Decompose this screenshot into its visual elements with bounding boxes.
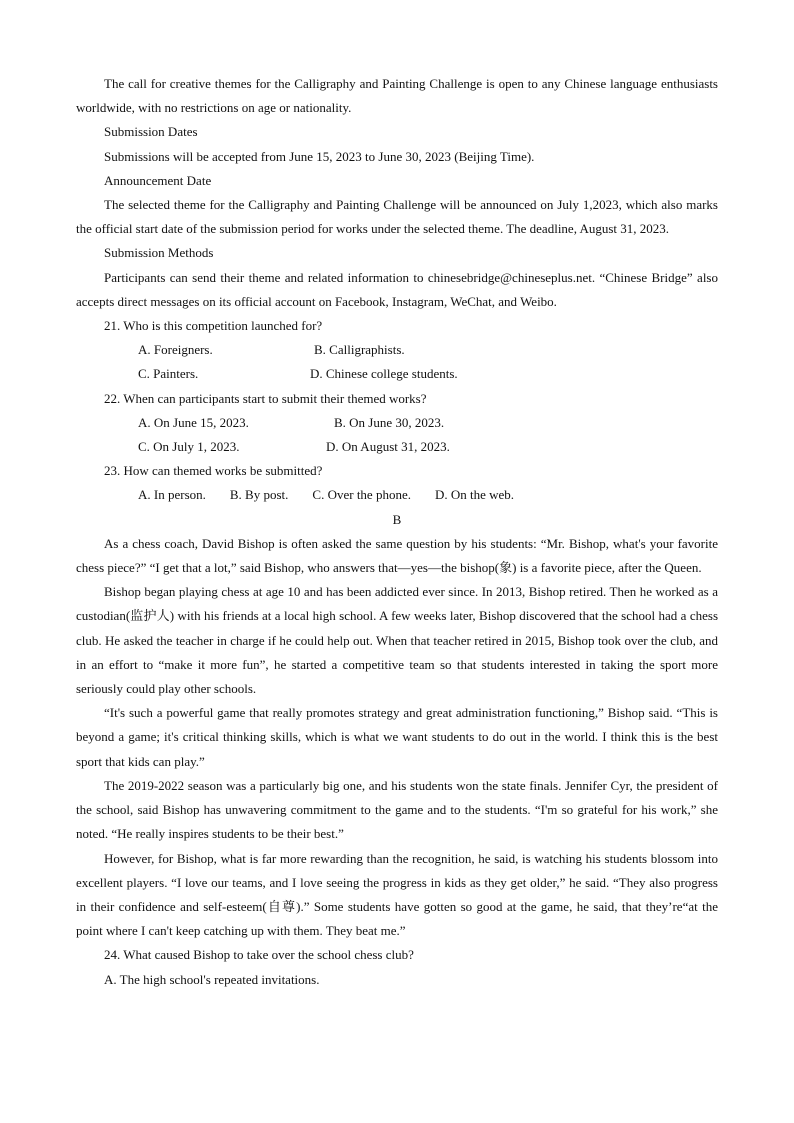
question-stem: 22. When can participants start to submit their themed works?	[104, 390, 427, 406]
option: D. On August 31, 2023.	[326, 439, 450, 455]
option-row	[76, 411, 718, 435]
option-row	[76, 338, 718, 362]
article-paragraph: Bishop began playing chess at age 10 and has been addicted ever since. In 2013, Bishop retired. Then he worked as a custodian(监护人) with his friends at a local high school. A few weeks later, Bishop discovered that the school had a chess club. He asked the teacher in charge if he could help out. When that teacher retired in 2015, Bishop took over the club, and in an effort to “make it more fun”, he started a competitive team so that students interested in taking the sport more seriously could play other schools.	[76, 584, 718, 697]
article-paragraph: “It's such a powerful game that really promotes strategy and great administration functioning,” Bishop said. “This is beyond a game; it's critical thinking skills, which is what we want students to do out in the world. I think this is the best sport that kids can play.”	[76, 705, 718, 769]
section-label: B	[392, 511, 402, 527]
option: A. In person.	[138, 487, 206, 503]
option: A. Foreigners.	[138, 342, 213, 358]
option: D. Chinese college students.	[310, 366, 458, 382]
intro-paragraph: The call for creative themes for the Calligraphy and Painting Challenge is open to any Chinese language enthusiasts worldwide, with no restrictions on age or nationality.	[76, 76, 718, 116]
option: C. On July 1, 2023.	[138, 439, 240, 455]
option: C. Painters.	[138, 366, 199, 382]
option-row	[76, 483, 718, 507]
article-paragraph: The 2019-2022 season was a particularly big one, and his students won the state finals. Jennifer Cyr, the president of the school, said Bishop has unwavering commitment to the game and to the students. “I'm so grateful for his work,” she noted. “He really inspires students to be their best.”	[76, 777, 718, 842]
option: A. The high school's repeated invitations.	[104, 971, 320, 987]
heading-announcement-date: Announcement Date	[104, 172, 212, 188]
option: A. On June 15, 2023.	[138, 414, 249, 430]
document-page	[76, 72, 718, 992]
option: C. Over the phone.	[312, 487, 411, 503]
question-stem: 21. Who is this competition launched for?	[104, 318, 323, 334]
question-stem: 23. How can themed works be submitted?	[104, 463, 323, 479]
option: B. On June 30, 2023.	[334, 414, 445, 430]
option-row	[76, 435, 718, 459]
option: D. On the web.	[434, 487, 515, 503]
submission-methods-paragraph: Participants can send their theme and related information to chinesebridge@chineseplus.net. “Chinese Bridge” also accepts direct messages on its official account on Facebook, Instagram, WeChat, and Weibo.	[76, 269, 718, 309]
announcement-paragraph: The selected theme for the Calligraphy and Painting Challenge will be announced on July 1,2023, which also marks the official start date of the submission period for works under the selected theme. The deadline, August 31, 2023.	[76, 197, 718, 237]
heading-submission-methods: Submission Methods	[104, 245, 214, 261]
heading-submission-dates: Submission Dates	[104, 124, 198, 140]
article-paragraph: As a chess coach, David Bishop is often asked the same question by his students: “Mr. Bishop, what's your favorite chess piece?” “I get that a lot,” said Bishop, who answers that—yes—the bishop(象) is a favorite piece, after the Queen.	[76, 535, 718, 576]
option: B. Calligraphists.	[314, 342, 405, 358]
article-paragraph: However, for Bishop, what is far more rewarding than the recognition, he said, is watching his students blossom into excellent players. “I love our teams, and I love seeing the progress in kids as they get older,” he said. “They also progress in their confidence and self-esteem(自尊).” Some students have gotten so good at the game, he said, that they’re“at the point where I can't keep catching up with them. They beat me.”	[76, 850, 718, 939]
submission-dates-paragraph: Submissions will be accepted from June 15, 2023 to June 30, 2023 (Beijing Time).	[104, 148, 535, 164]
option: B. By post.	[229, 487, 289, 503]
option-row	[76, 362, 718, 386]
question-stem: 24. What caused Bishop to take over the school chess club?	[104, 947, 414, 963]
